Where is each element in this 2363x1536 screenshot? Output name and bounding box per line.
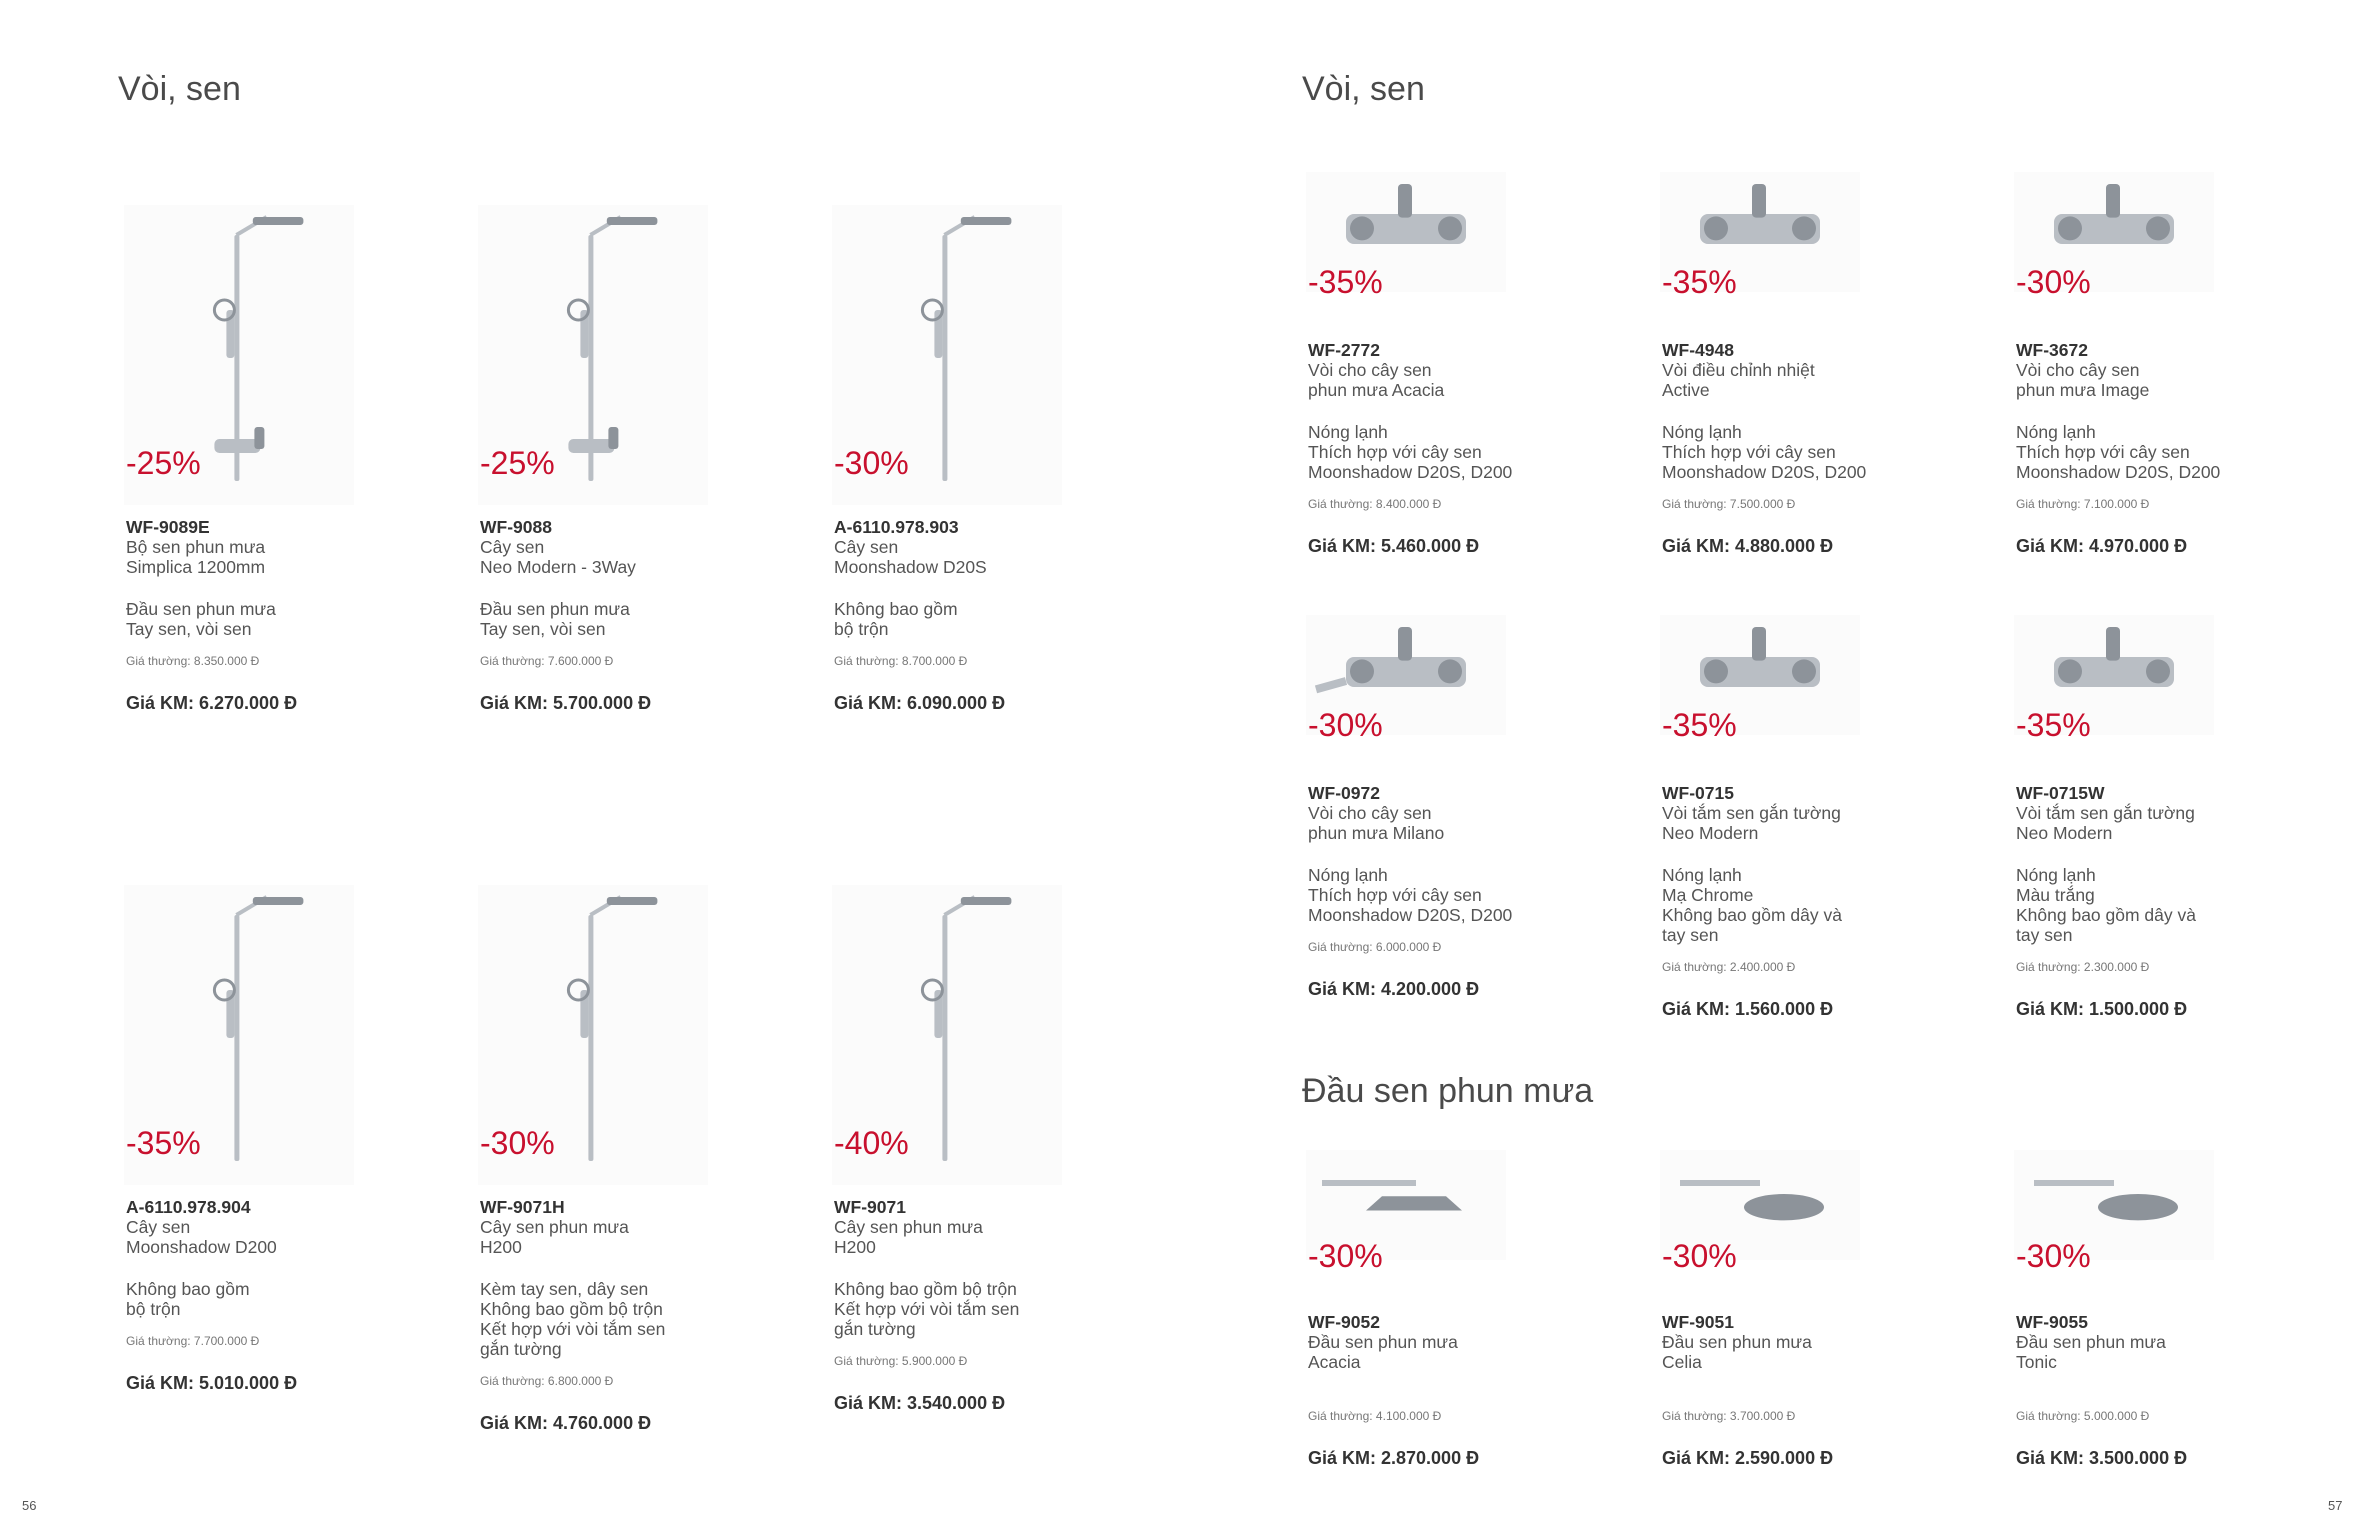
product-desc-line: tay sen bbox=[2016, 925, 2073, 945]
product-name-line: Vòi cho cây sen bbox=[1308, 803, 1432, 823]
sale-price: Giá KM: 3.500.000 Đ bbox=[2016, 1448, 2188, 1468]
product-desc-line: Moonshadow D20S, D200 bbox=[1308, 905, 1513, 925]
regular-price: Giá thường: 8.700.000 Đ bbox=[834, 654, 968, 668]
product-code: WF-9051 bbox=[1662, 1312, 1734, 1332]
product-desc-line: gắn tường bbox=[480, 1339, 562, 1359]
discount-badge: -30% bbox=[1662, 1238, 1737, 1274]
regular-price: Giá thường: 5.900.000 Đ bbox=[834, 1354, 968, 1368]
product-info bbox=[2016, 1312, 2187, 1468]
product-desc-line: Thích hợp với cây sen bbox=[1662, 442, 1836, 462]
product-desc-line: Kèm tay sen, dây sen bbox=[480, 1279, 649, 1299]
product-desc-line: Không bao gồm bộ trộn bbox=[480, 1299, 663, 1319]
sale-price: Giá KM: 6.270.000 Đ bbox=[126, 693, 298, 713]
product-code: WF-0715 bbox=[1662, 783, 1734, 803]
sale-price: Giá KM: 4.970.000 Đ bbox=[2016, 536, 2188, 556]
product-name-line: Vòi điều chỉnh nhiệt bbox=[1662, 360, 1815, 380]
product-name-line: phun mưa Acacia bbox=[1308, 380, 1445, 400]
product-desc-line: Moonshadow D20S, D200 bbox=[2016, 462, 2221, 482]
discount-badge: -35% bbox=[1308, 264, 1383, 300]
product-name-line: Neo Modern - 3Way bbox=[480, 557, 636, 577]
product-name-line: Cây sen phun mưa bbox=[480, 1217, 629, 1237]
product-code: WF-9089E bbox=[126, 517, 210, 537]
product-code: WF-0715W bbox=[2016, 783, 2105, 803]
product-name-line: Neo Modern bbox=[1662, 823, 1759, 843]
left-section-title: Vòi, sen bbox=[118, 70, 241, 108]
regular-price: Giá thường: 7.600.000 Đ bbox=[480, 654, 614, 668]
product-desc-line: Thích hợp với cây sen bbox=[2016, 442, 2190, 462]
product-info bbox=[834, 1197, 1019, 1413]
product-desc-line: Không bao gồm bbox=[126, 1279, 250, 1299]
sale-price: Giá KM: 4.200.000 Đ bbox=[1308, 979, 1480, 999]
product-info bbox=[1308, 1312, 1479, 1468]
discount-badge: -30% bbox=[480, 1125, 555, 1161]
product-name-line: Vòi tắm sen gắn tường bbox=[1662, 803, 1841, 823]
sale-price: Giá KM: 5.010.000 Đ bbox=[126, 1373, 298, 1393]
product-desc-line: bộ trộn bbox=[126, 1299, 181, 1319]
spacer bbox=[834, 1257, 1019, 1279]
sale-price: Giá KM: 5.460.000 Đ bbox=[1308, 536, 1480, 556]
spacer bbox=[1308, 1372, 1479, 1394]
product-code: WF-9071H bbox=[480, 1197, 565, 1217]
product-desc-line: Nóng lạnh bbox=[1308, 865, 1388, 885]
product-info bbox=[480, 517, 651, 713]
spacer bbox=[2016, 1372, 2187, 1394]
discount-badge: -35% bbox=[1662, 264, 1737, 300]
product-desc-line: Nóng lạnh bbox=[1662, 865, 1742, 885]
product-code: WF-9052 bbox=[1308, 1312, 1380, 1332]
product-desc-line: Không bao gồm dây và bbox=[1662, 905, 1842, 925]
discount-badge: -25% bbox=[126, 445, 201, 481]
product-name-line: Đầu sen phun mưa bbox=[1662, 1332, 1812, 1352]
product-name-line: Simplica 1200mm bbox=[126, 557, 266, 577]
product-desc-line: Đầu sen phun mưa bbox=[126, 599, 276, 619]
product-name-line: Đầu sen phun mưa bbox=[2016, 1332, 2166, 1352]
product-name-line: Bộ sen phun mưa bbox=[126, 537, 266, 557]
product-name-line: Cây sen bbox=[126, 1217, 191, 1237]
product-name-line: Celia bbox=[1662, 1352, 1702, 1372]
product-desc-line: Đầu sen phun mưa bbox=[480, 599, 630, 619]
product-code: A-6110.978.904 bbox=[126, 1197, 251, 1217]
product-name-line: Cây sen bbox=[834, 537, 899, 557]
product-info bbox=[1662, 783, 1842, 1019]
discount-badge: -35% bbox=[1662, 707, 1737, 743]
product-info bbox=[834, 517, 1005, 713]
product-info bbox=[2016, 340, 2220, 556]
spacer bbox=[1662, 843, 1842, 865]
regular-price: Giá thường: 5.000.000 Đ bbox=[2016, 1409, 2150, 1423]
product-name-line: Vòi tắm sen gắn tường bbox=[2016, 803, 2195, 823]
spacer bbox=[2016, 400, 2220, 422]
product-name-line: Vòi cho cây sen bbox=[2016, 360, 2140, 380]
rain-section-title: Đầu sen phun mưa bbox=[1302, 1072, 1594, 1110]
regular-price: Giá thường: 8.350.000 Đ bbox=[126, 654, 260, 668]
product-name-line: Moonshadow D200 bbox=[126, 1237, 277, 1257]
page-number-left: 56 bbox=[22, 1498, 37, 1513]
product-desc-line: Kết hợp với vòi tắm sen bbox=[480, 1319, 666, 1339]
product-desc-line: Moonshadow D20S, D200 bbox=[1308, 462, 1513, 482]
discount-badge: -30% bbox=[2016, 264, 2091, 300]
product-desc-line: gắn tường bbox=[834, 1319, 916, 1339]
product-name-line: H200 bbox=[834, 1237, 876, 1257]
product-info bbox=[126, 517, 297, 713]
sale-price: Giá KM: 4.760.000 Đ bbox=[480, 1413, 652, 1433]
product-desc-line: bộ trộn bbox=[834, 619, 889, 639]
product-name-line: Neo Modern bbox=[2016, 823, 2113, 843]
product-code: WF-3672 bbox=[2016, 340, 2088, 360]
product-name-line: Đầu sen phun mưa bbox=[1308, 1332, 1458, 1352]
product-info bbox=[2016, 783, 2196, 1019]
product-name-line: H200 bbox=[480, 1237, 522, 1257]
sale-price: Giá KM: 2.870.000 Đ bbox=[1308, 1448, 1480, 1468]
product-desc-line: Tay sen, vòi sen bbox=[480, 619, 606, 639]
spacer bbox=[1308, 843, 1512, 865]
spacer bbox=[2016, 843, 2196, 865]
product-info bbox=[1662, 1312, 1833, 1468]
discount-badge: -40% bbox=[834, 1125, 909, 1161]
product-info bbox=[126, 1197, 297, 1393]
regular-price: Giá thường: 7.500.000 Đ bbox=[1662, 497, 1796, 511]
spacer bbox=[480, 1257, 665, 1279]
product-desc-line: Không bao gồm bộ trộn bbox=[834, 1279, 1017, 1299]
regular-price: Giá thường: 6.800.000 Đ bbox=[480, 1374, 614, 1388]
product-name-line: phun mưa Image bbox=[2016, 380, 2150, 400]
page-number-right: 57 bbox=[2328, 1498, 2343, 1513]
product-desc-line: Mạ Chrome bbox=[1662, 885, 1754, 905]
product-name-line: Tonic bbox=[2016, 1352, 2057, 1372]
product-desc-line: Tay sen, vòi sen bbox=[126, 619, 252, 639]
product-desc-line: Nóng lạnh bbox=[2016, 865, 2096, 885]
product-name-line: Acacia bbox=[1308, 1352, 1361, 1372]
product-desc-line: Không bao gồm dây và bbox=[2016, 905, 2196, 925]
product-desc-line: Thích hợp với cây sen bbox=[1308, 442, 1482, 462]
product-desc-line: Không bao gồm bbox=[834, 599, 958, 619]
regular-price: Giá thường: 3.700.000 Đ bbox=[1662, 1409, 1796, 1423]
spacer bbox=[1662, 400, 1866, 422]
discount-badge: -30% bbox=[1308, 1238, 1383, 1274]
spacer bbox=[1308, 400, 1512, 422]
product-info bbox=[1308, 783, 1512, 999]
product-name-line: Active bbox=[1662, 380, 1710, 400]
regular-price: Giá thường: 4.100.000 Đ bbox=[1308, 1409, 1442, 1423]
discount-badge: -30% bbox=[2016, 1238, 2091, 1274]
product-name-line: Cây sen bbox=[480, 537, 545, 557]
product-name-line: Vòi cho cây sen bbox=[1308, 360, 1432, 380]
discount-badge: -30% bbox=[834, 445, 909, 481]
spacer bbox=[126, 577, 297, 599]
discount-badge: -35% bbox=[126, 1125, 201, 1161]
product-code: WF-4948 bbox=[1662, 340, 1734, 360]
product-info bbox=[480, 1197, 665, 1433]
product-desc-line: Nóng lạnh bbox=[2016, 422, 2096, 442]
spacer bbox=[834, 577, 1005, 599]
sale-price: Giá KM: 2.590.000 Đ bbox=[1662, 1448, 1834, 1468]
product-desc-line: tay sen bbox=[1662, 925, 1719, 945]
regular-price: Giá thường: 6.000.000 Đ bbox=[1308, 940, 1442, 954]
sale-price: Giá KM: 1.500.000 Đ bbox=[2016, 999, 2188, 1019]
discount-badge: -35% bbox=[2016, 707, 2091, 743]
product-info bbox=[1662, 340, 1866, 556]
sale-price: Giá KM: 5.700.000 Đ bbox=[480, 693, 652, 713]
product-code: WF-0972 bbox=[1308, 783, 1380, 803]
product-desc-line: Thích hợp với cây sen bbox=[1308, 885, 1482, 905]
product-desc-line: Màu trắng bbox=[2016, 885, 2095, 905]
spacer bbox=[126, 1257, 297, 1279]
regular-price: Giá thường: 7.700.000 Đ bbox=[126, 1334, 260, 1348]
product-desc-line: Nóng lạnh bbox=[1662, 422, 1742, 442]
regular-price: Giá thường: 2.400.000 Đ bbox=[1662, 960, 1796, 974]
sale-price: Giá KM: 6.090.000 Đ bbox=[834, 693, 1006, 713]
regular-price: Giá thường: 2.300.000 Đ bbox=[2016, 960, 2150, 974]
product-name-line: Cây sen phun mưa bbox=[834, 1217, 983, 1237]
sale-price: Giá KM: 4.880.000 Đ bbox=[1662, 536, 1834, 556]
product-name-line: phun mưa Milano bbox=[1308, 823, 1445, 843]
discount-badge: -25% bbox=[480, 445, 555, 481]
sale-price: Giá KM: 1.560.000 Đ bbox=[1662, 999, 1834, 1019]
product-desc-line: Kết hợp với vòi tắm sen bbox=[834, 1299, 1020, 1319]
regular-price: Giá thường: 8.400.000 Đ bbox=[1308, 497, 1442, 511]
product-desc-line: Nóng lạnh bbox=[1308, 422, 1388, 442]
product-code: WF-2772 bbox=[1308, 340, 1380, 360]
product-desc-line: Moonshadow D20S, D200 bbox=[1662, 462, 1867, 482]
sale-price: Giá KM: 3.540.000 Đ bbox=[834, 1393, 1006, 1413]
product-code: WF-9055 bbox=[2016, 1312, 2088, 1332]
right-section-title: Vòi, sen bbox=[1302, 70, 1425, 108]
discount-badge: -30% bbox=[1308, 707, 1383, 743]
spacer bbox=[480, 577, 651, 599]
product-code: WF-9071 bbox=[834, 1197, 906, 1217]
spacer bbox=[1662, 1372, 1833, 1394]
product-code: A-6110.978.903 bbox=[834, 517, 959, 537]
product-info bbox=[1308, 340, 1512, 556]
product-code: WF-9088 bbox=[480, 517, 552, 537]
regular-price: Giá thường: 7.100.000 Đ bbox=[2016, 497, 2150, 511]
product-name-line: Moonshadow D20S bbox=[834, 557, 987, 577]
